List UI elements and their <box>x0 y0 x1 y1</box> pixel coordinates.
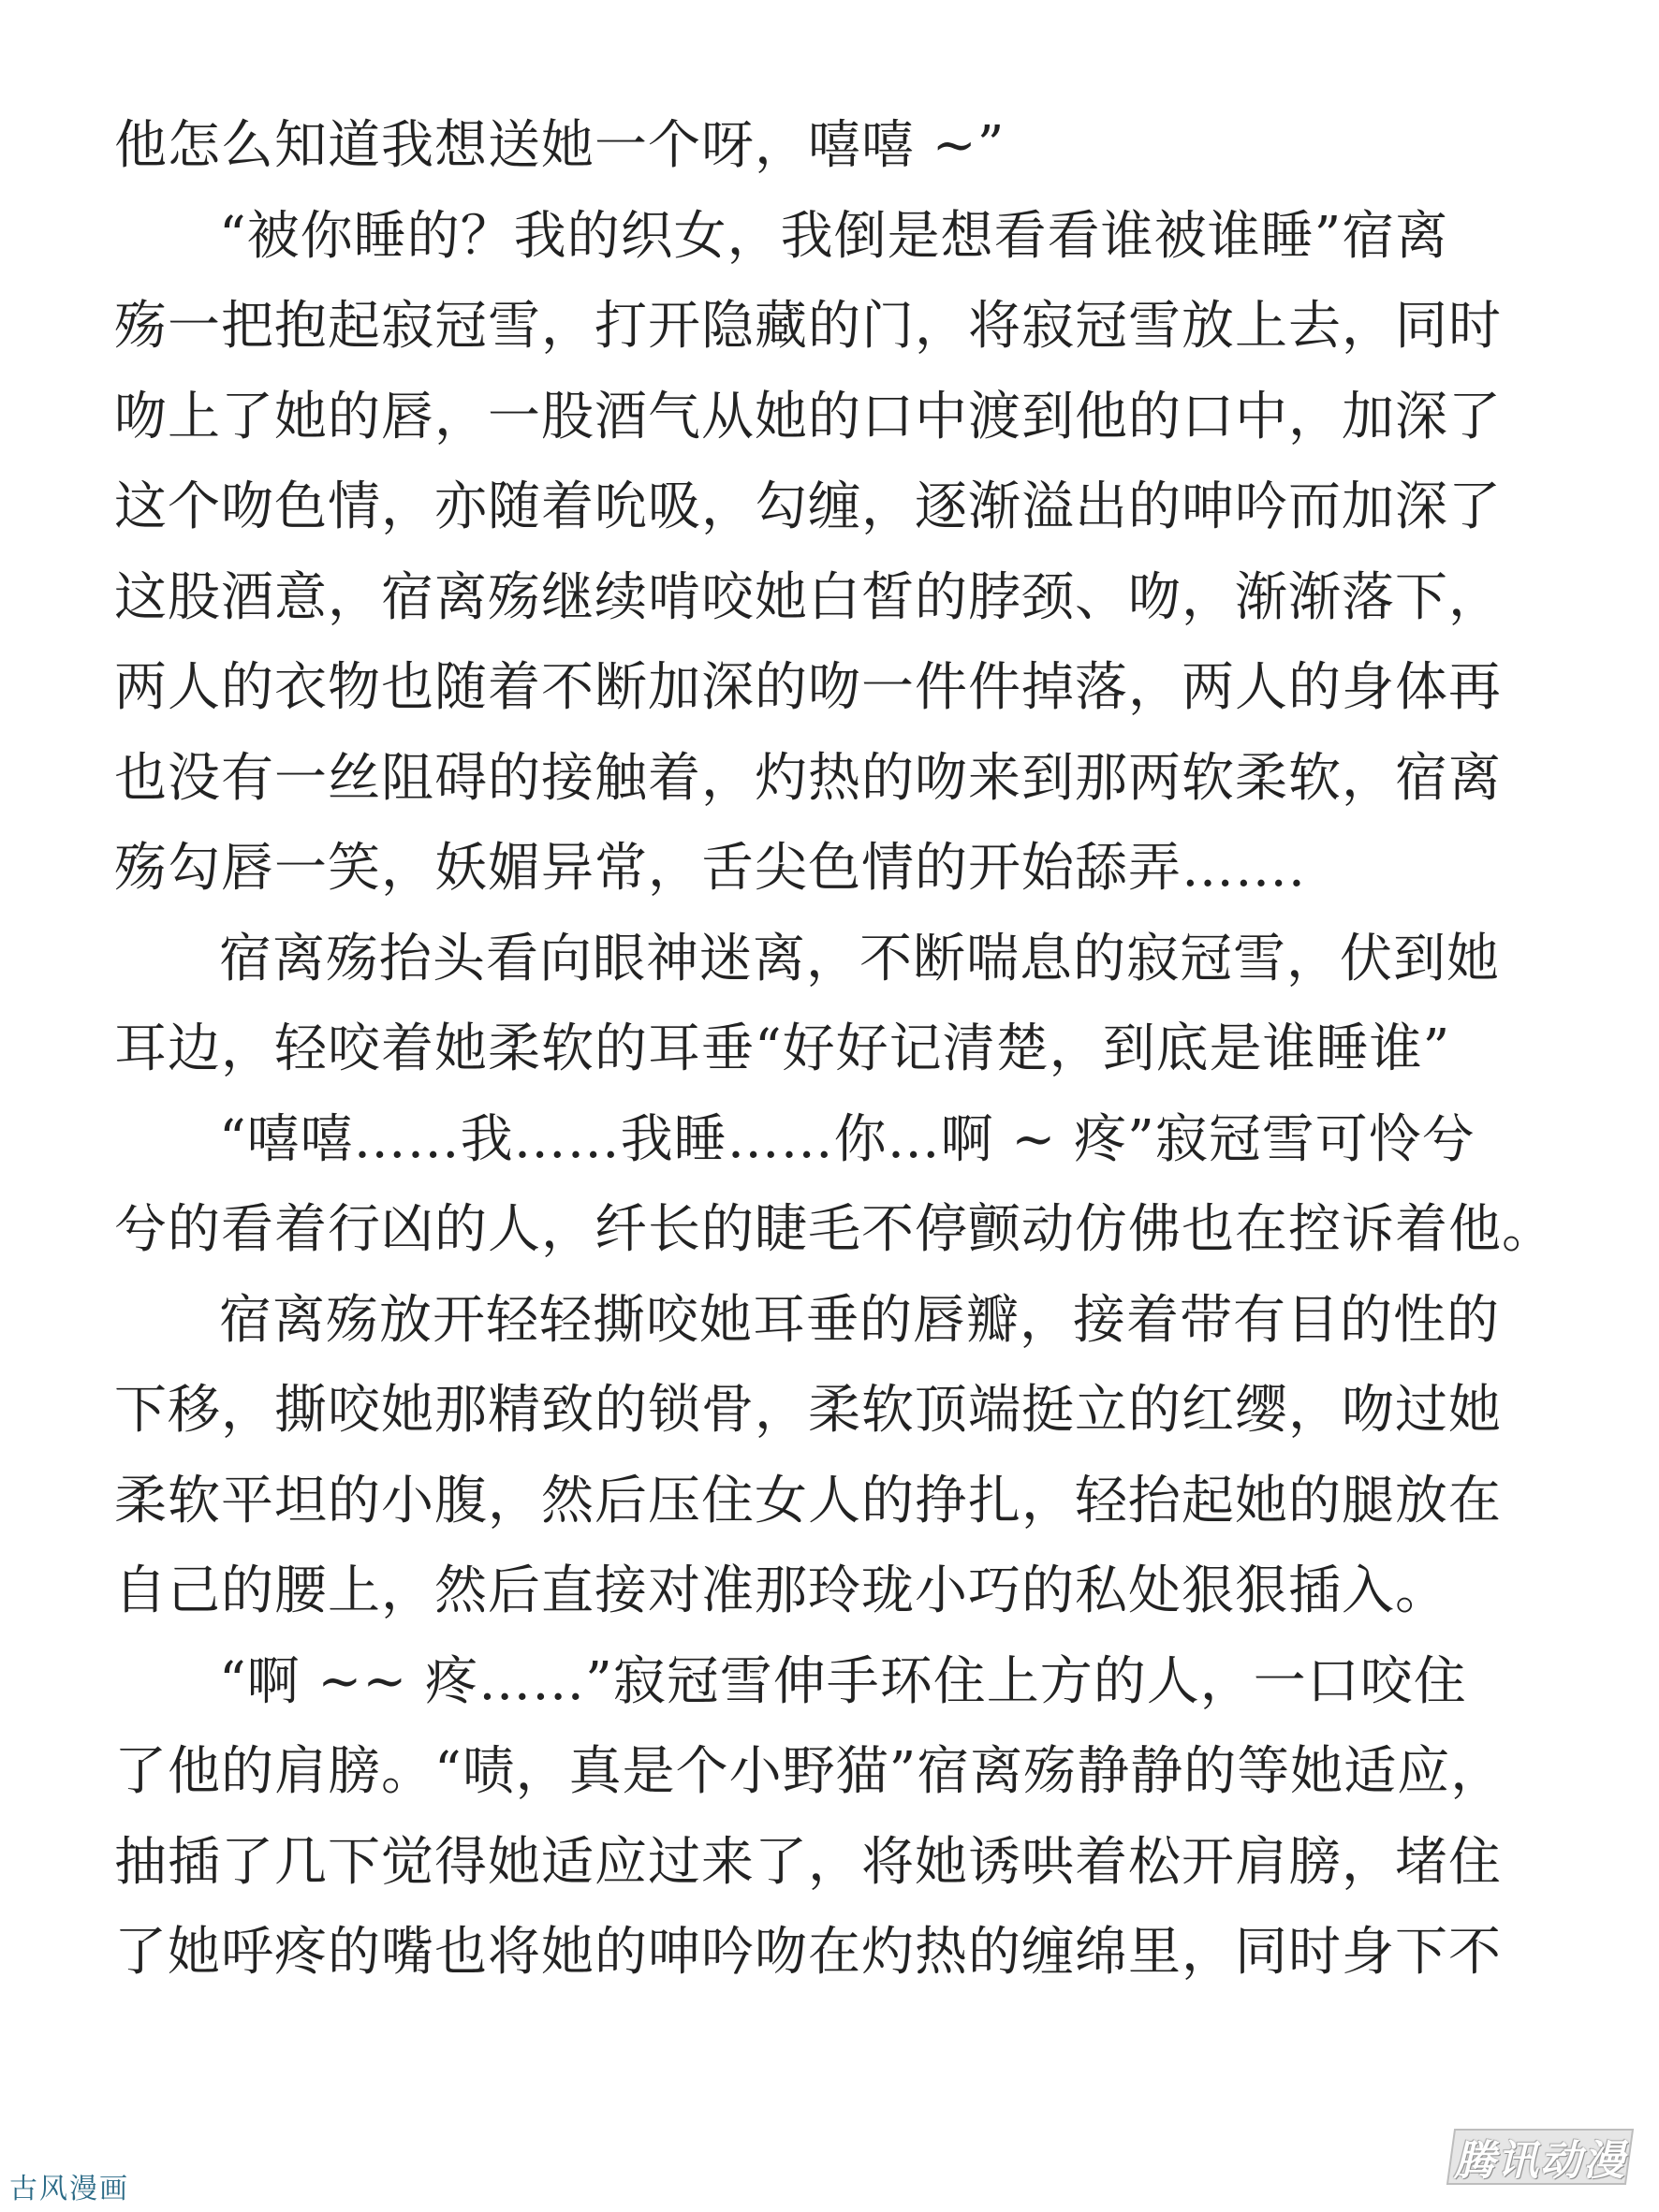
body-text <box>114 101 1561 1999</box>
text-line: 殇一把抱起寂冠雪，打开隐藏的门，将寂冠雪放上去，同时 <box>114 296 1502 357</box>
watermark-text: 腾讯动漫 <box>1454 2137 1626 2185</box>
text-line: 下移，撕咬她那精致的锁骨，柔软顶端挺立的红缨，吻过她 <box>114 1380 1502 1441</box>
text-line: 耳边，轻咬着她柔软的耳垂“好好记清楚，到底是谁睡谁” <box>114 1018 1451 1079</box>
source-label: 古风漫画 <box>9 2173 129 2205</box>
text-line: 柔软平坦的小腹，然后压住女人的挣扎，轻抬起她的腿放在 <box>114 1470 1502 1531</box>
text-line: 吻上了她的唇，一股酒气从她的口中渡到他的口中，加深了 <box>114 386 1502 447</box>
text-line: “嘻嘻……我……我睡……你…啊 ~ 疼”寂冠雪可怜兮 <box>219 1108 1475 1170</box>
text-line: 两人的衣物也随着不断加深的吻一件件掉落，两人的身体再 <box>114 657 1502 718</box>
text-line: 这个吻色情，亦随着吮吸，勾缠，逐渐溢出的呻吟而加深了 <box>114 476 1502 537</box>
text-line: 了他的肩膀。“啧，真是个小野猫”宿离殇静静的等她适应， <box>114 1741 1505 1802</box>
watermark-logo <box>1442 2122 1638 2191</box>
text-line: “被你睡的？我的织女，我倒是想看看谁被谁睡”宿离 <box>219 205 1449 267</box>
text-line: 也没有一丝阻碍的接触着，灼热的吻来到那两软柔软，宿离 <box>114 747 1502 809</box>
text-line: 自己的腰上，然后直接对准那玲珑小巧的私处狠狠插入。 <box>114 1560 1448 1621</box>
text-line: 宿离殇抬头看向眼神迷离，不断喘息的寂冠雪，伏到她 <box>219 928 1500 989</box>
text-line: 兮的看着行凶的人，纤长的睫毛不停颤动仿佛也在控诉着他。 <box>114 1199 1555 1260</box>
text-line: 了她呼疼的嘴也将她的呻吟吻在灼热的缠绵里，同时身下不 <box>114 1922 1502 1983</box>
text-line: 殇勾唇一笑，妖媚异常，舌尖色情的开始舔弄……. <box>114 838 1306 899</box>
text-line: “啊 ~~ 疼……”寂冠雪伸手环住上方的人，一口咬住 <box>219 1650 1467 1712</box>
text-line: 抽插了几下觉得她适应过来了，将她诱哄着松开肩膀，堵住 <box>114 1831 1502 1893</box>
text-line: 宿离殇放开轻轻撕咬她耳垂的唇瓣，接着带有目的性的 <box>219 1289 1500 1351</box>
text-line: 他怎么知道我想送她一个呀，嘻嘻 ~” <box>114 115 1006 176</box>
text-line: 这股酒意，宿离殇继续啃咬她白皙的脖颈、吻，渐渐落下， <box>114 566 1502 628</box>
